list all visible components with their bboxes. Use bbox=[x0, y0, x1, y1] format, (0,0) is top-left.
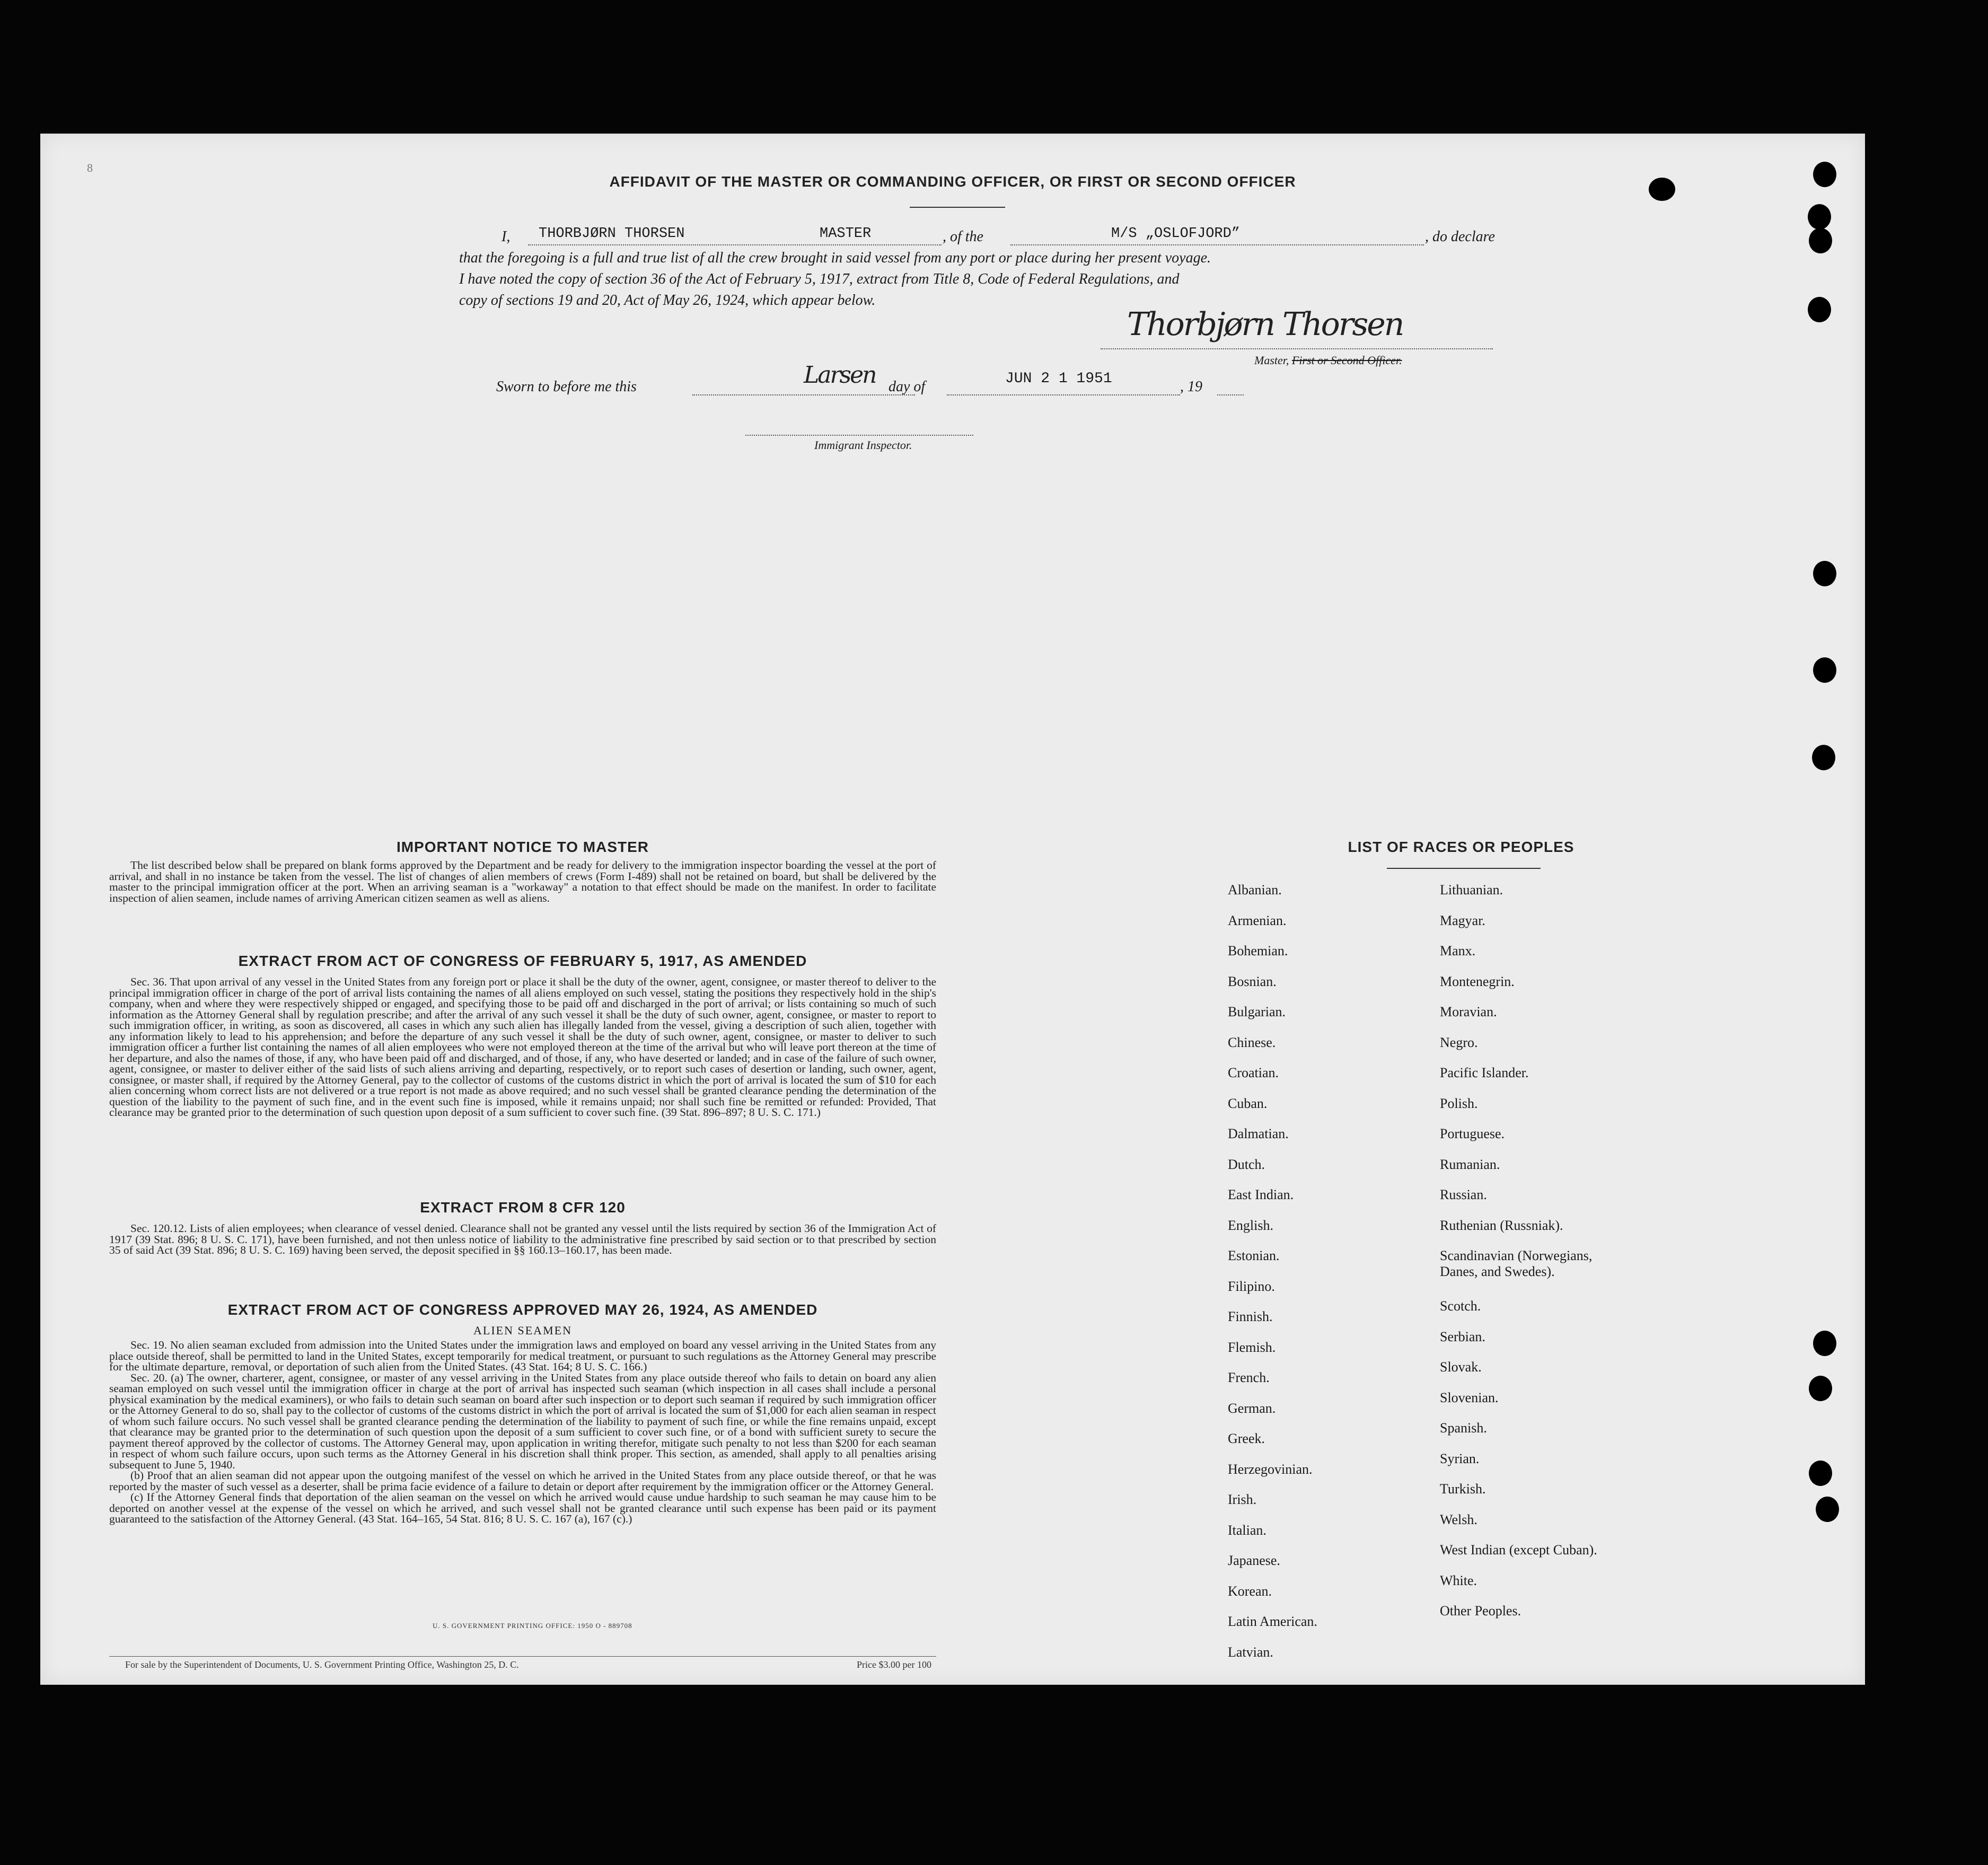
declaration-i: I, bbox=[502, 228, 511, 245]
race-item: English. bbox=[1228, 1217, 1273, 1233]
master-signature: Thorbjørn Thorsen bbox=[1127, 306, 1403, 343]
race-item: Scotch. bbox=[1440, 1298, 1481, 1314]
vessel-field-line bbox=[1010, 244, 1424, 245]
name-field-line bbox=[528, 244, 942, 245]
race-item: Ruthenian (Russniak). bbox=[1440, 1217, 1563, 1233]
race-item: Magyar. bbox=[1440, 912, 1485, 928]
alien-seamen-subheading: ALIEN SEAMEN bbox=[473, 1324, 572, 1337]
race-item: Manx. bbox=[1440, 943, 1476, 958]
race-item: Negro. bbox=[1440, 1034, 1478, 1050]
sec-20a-paragraph: Sec. 20. (a) The owner, charterer, agent, consignee, or master of any vessel arriving in the United States from any place outside thereof who fails to detain on board any alien seaman employed on such vessel until the immigration officer in charge at the port of arrival has inspected such seaman (which inspection in all cases shall include a personal physical examination by the medical examiners), or who fails to detain such seaman on board after such inspection or to deport such seaman if required by such immigration officer or the Attorney General to do so, shall pay to the collector of customs of the customs district in which the port of arrival is located the sum of $1,000 for each alien seaman in respect of whom such failure occurs. No such vessel shall be granted clearance pending the determination of the liability to payment of such fine, or while the fine remains unpaid, except that clearance may be granted prior to the determination of such question upon the deposit of a sum sufficient to cover such fine, or of a bond with sufficient surety to secure the payment thereof approved by the collector of customs. The Attorney General may, upon application in writing therefor, mitigate such penalty to not less than $200 for each seaman in respect of whom such failure occurs, upon such terms as the Attorney General in his discretion shall think proper. This section, as amended, shall apply to all penalties arising subsequent to June 5, 1940. bbox=[109, 1371, 936, 1471]
race-item: Turkish. bbox=[1440, 1481, 1486, 1497]
declaration bbox=[459, 226, 1519, 311]
races-heading: LIST OF RACES OR PEOPLES bbox=[1348, 839, 1574, 855]
signature-line bbox=[1101, 348, 1493, 349]
race-item: Flemish. bbox=[1228, 1339, 1276, 1355]
races-rule bbox=[1387, 868, 1541, 869]
sworn-text: Sworn to before me this bbox=[496, 379, 637, 395]
form-title: AFFIDAVIT OF THE MASTER OR COMMANDING OFFICER, OR FIRST OR SECOND OFFICER bbox=[609, 173, 1296, 190]
sec-36-paragraph: Sec. 36. That upon arrival of any vessel in the United States from any foreign port or place it shall be the duty of the owner, agent, consignee, or master thereof to deliver to the principal immigration officer in charge of the port of arrival lists containing the names of all aliens employed on such vessel, stating the positions they respectively hold in the ship's company, when and where they were respectively shipped or engaged, and specifying those to be paid off and discharged in the port of arrival; or lists containing so much of such information as the Attorney General shall by regulation prescribe; and after the arrival of any such vessel it shall be the duty of such owner, agent, consignee, or master to report to such immigration officer, in writing, as soon as discovered, all cases in which any such alien has illegally landed from the vessel, giving a description of such alien, together with any information likely to lead to his apprehension; and before the departure of any such vessel it shall be the duty of such owner, agent, consignee, or master to deliver to such immigration officer a further list containing the names of all alien employees who were not employed thereon at the time of the arrival but who will leave port thereon at the time of her departure, and also the names of those, if any, who have been paid off and discharged, and of those, if any, who have deserted or landed; and in case of the failure of such owner, agent, consignee, or master to deliver either of the said lists of such aliens arriving and departing, respectively, or to report such cases of desertion or landing, such owner, agent, consignee, or master shall, if required by the Attorney General, pay to the collector of customs of the customs district in which the port of arrival is located the sum of $10 for each alien concerning whom correct lists are not delivered or a true report is not made as above required; and no such vessel shall be granted clearance pending the determination of the question of the liability to the payment of such fine, and in the event such fine is imposed, while it remains unpaid; nor shall such fine be remitted or refunded: Provided, That clearance may be granted prior to the determination of such question upon deposit of a sum sufficient to cover such fine. (39 Stat. 896–897; 8 U. S. C. 171.) bbox=[109, 975, 936, 1119]
footer-sale: For sale by the Superintendent of Documents, U. S. Government Printing Office, Washington 25, D. C. bbox=[125, 1659, 519, 1670]
footer-price: Price $3.00 per 100 bbox=[857, 1659, 931, 1670]
punch-hole bbox=[1808, 297, 1831, 322]
race-item: French. bbox=[1228, 1370, 1270, 1385]
caption-struck: First or Second Officer. bbox=[1291, 354, 1402, 367]
race-item: Other Peoples. bbox=[1440, 1603, 1521, 1618]
caption-master: Master, bbox=[1254, 354, 1292, 367]
inspector-caption: Immigrant Inspector. bbox=[814, 438, 912, 452]
race-item: Estonian. bbox=[1228, 1248, 1280, 1263]
race-item: Slovak. bbox=[1440, 1359, 1482, 1375]
race-item: Rumanian. bbox=[1440, 1156, 1500, 1172]
race-item: Italian. bbox=[1228, 1522, 1266, 1538]
punch-hole bbox=[1813, 1331, 1836, 1356]
sworn-day-line bbox=[692, 394, 915, 395]
inspector-signature: Larsen bbox=[804, 362, 876, 389]
punch-hole bbox=[1809, 1461, 1832, 1486]
race-item: Polish. bbox=[1440, 1095, 1478, 1111]
year-line bbox=[1217, 394, 1244, 395]
sec-20b-paragraph: (b) Proof that an alien seaman did not appear upon the outgoing manifest of the vessel on which he arrived in the United States from any place outside thereof, or that he was reported by the master of such vessel as a deserter, shall be prima facie evidence of a failure to detain or deport after requirement by the immigration officer or the Attorney General. bbox=[109, 1469, 936, 1493]
vessel-name: M/S „OSLOFJORD” bbox=[1111, 226, 1241, 242]
extract-cfr-text bbox=[109, 1223, 936, 1256]
race-item: West Indian (except Cuban). bbox=[1440, 1542, 1597, 1558]
race-item: Slovenian. bbox=[1440, 1389, 1499, 1405]
punch-hole bbox=[1808, 204, 1831, 230]
race-item: Moravian. bbox=[1440, 1004, 1497, 1019]
punch-hole bbox=[1809, 228, 1832, 253]
date-line bbox=[947, 394, 1180, 395]
signature-caption bbox=[1254, 354, 1402, 367]
race-item: Japanese. bbox=[1228, 1553, 1280, 1568]
sec-20c-paragraph: (c) If the Attorney General finds that deportation of the alien seaman on the vessel on which he arrived would cause undue hardship to such seaman he may cause him to be deported on another vessel at the expense of the vessel on which he arrived, and such vessel shall not be granted clearance until such expense has been paid or its payment guaranteed to the satisfaction of the Attorney General. (43 Stat. 164–165, 54 Stat. 816; 8 U. S. C. 167 (a), 167 (c).) bbox=[109, 1491, 936, 1525]
notice-heading: IMPORTANT NOTICE TO MASTER bbox=[396, 839, 649, 855]
punch-hole bbox=[1813, 162, 1836, 187]
race-item: Dutch. bbox=[1228, 1156, 1265, 1172]
sec-19-paragraph: Sec. 19. No alien seaman excluded from admission into the United States under the immigration laws and employed on board any vessel arriving in the United States from any place outside thereof, shall be permitted to land in the United States, except temporarily for medical treatment, or pursuant to such regulations as the Attorney General may prescribe for the ultimate departure, removal, or deportation of such alien from the United States. (43 Stat. 164; 8 U. S. C. 166.) bbox=[109, 1339, 936, 1373]
race-item: Finnish. bbox=[1228, 1309, 1273, 1324]
affidavit-form bbox=[40, 134, 1865, 1685]
punch-hole bbox=[1812, 745, 1835, 770]
extract-1924-heading: EXTRACT FROM ACT OF CONGRESS APPROVED MAY 26, 1924, AS AMENDED bbox=[227, 1301, 818, 1318]
race-item: Bohemian. bbox=[1228, 943, 1288, 958]
race-item: Russian. bbox=[1440, 1187, 1487, 1202]
race-item: Danes, and Swedes). bbox=[1440, 1264, 1555, 1279]
date-stamp: JUN 2 1 1951 bbox=[1005, 371, 1112, 387]
race-item: German. bbox=[1228, 1400, 1276, 1416]
notice-paragraph: The list described below shall be prepared on blank forms approved by the Department and be ready for delivery to the immigration inspector boarding the vessel at the port of arrival, and shall in no instance be taken from the vessel. The list of changes of alien members of crews (Form I-489) shall not be retained on board, but shall be delivered by the master to the principal immigration officer at the port. When an arriving seaman is a "workaway" a notation to that effect should be made on the manifest. In order to facilitate inspection of alien seamen, include names of arriving American citizen seamen as well as aliens. bbox=[109, 859, 936, 904]
race-item: Irish. bbox=[1228, 1492, 1257, 1507]
notice-text bbox=[109, 860, 936, 903]
race-item: Bosnian. bbox=[1228, 973, 1277, 989]
race-item: Latvian. bbox=[1228, 1644, 1273, 1660]
punch-hole bbox=[1813, 561, 1836, 586]
race-item: Greek. bbox=[1228, 1431, 1265, 1446]
race-item: Chinese. bbox=[1228, 1034, 1276, 1050]
race-item: Montenegrin. bbox=[1440, 973, 1515, 989]
declaration-line-1 bbox=[459, 226, 1519, 248]
punch-hole bbox=[1816, 1497, 1839, 1522]
officer-title: MASTER bbox=[820, 226, 872, 242]
race-item: Scandinavian (Norwegians, bbox=[1440, 1248, 1593, 1263]
extract-1917-heading: EXTRACT FROM ACT OF CONGRESS OF FEBRUARY 5, 1917, AS AMENDED bbox=[238, 953, 807, 969]
race-item: Albanian. bbox=[1228, 882, 1282, 898]
race-item: Bulgarian. bbox=[1228, 1004, 1286, 1019]
race-item: Spanish. bbox=[1440, 1420, 1487, 1436]
extract-1917-text bbox=[109, 977, 936, 1118]
race-item: Pacific Islander. bbox=[1440, 1065, 1529, 1080]
year-text: , 19 bbox=[1180, 379, 1202, 395]
declaration-line-3: I have noted the copy of section 36 of the Act of February 5, 1917, extract from Title 8, Code of Federal Regulations, and bbox=[459, 271, 1180, 287]
extract-1924-text bbox=[109, 1340, 936, 1525]
race-item: Portuguese. bbox=[1440, 1126, 1505, 1141]
race-item: Armenian. bbox=[1228, 912, 1287, 928]
race-item: Croatian. bbox=[1228, 1065, 1279, 1080]
punch-hole bbox=[1813, 657, 1836, 683]
race-item: Serbian. bbox=[1440, 1329, 1485, 1344]
title-rule bbox=[910, 207, 1005, 208]
race-item: East Indian. bbox=[1228, 1187, 1294, 1202]
punch-hole bbox=[1649, 178, 1675, 201]
race-item: Herzegovinian. bbox=[1228, 1461, 1313, 1477]
race-item: Latin American. bbox=[1228, 1614, 1317, 1629]
race-item: Syrian. bbox=[1440, 1450, 1480, 1466]
race-item: Welsh. bbox=[1440, 1511, 1477, 1527]
day-of-text: day of bbox=[889, 379, 926, 395]
officer-name: THORBJØRN THORSEN bbox=[539, 226, 685, 242]
race-item: Cuban. bbox=[1228, 1095, 1268, 1111]
race-item: Lithuanian. bbox=[1440, 882, 1503, 898]
footer-rule bbox=[109, 1656, 936, 1657]
extract-cfr-heading: EXTRACT FROM 8 CFR 120 bbox=[420, 1199, 626, 1216]
punch-hole bbox=[1809, 1376, 1832, 1401]
of-the-text: , of the bbox=[943, 228, 983, 245]
inspector-line bbox=[745, 435, 973, 436]
sec-120-paragraph: Sec. 120.12. Lists of alien employees; when clearance of vessel denied. Clearance shall not be granted any vessel until the lists required by section 36 of the Immigration Act of 1917 (39 Stat. 896; 8 U. S. C. 171), have been furnished, and not then unless notice of liability to the administrative fine prescribed by said section or to that prescribed by section 35 of said Act (39 Stat. 896; 8 U. S. C. 169) having been served, the deposit specified in §§ 160.13–160.17, has been made. bbox=[109, 1222, 936, 1256]
race-item: White. bbox=[1440, 1572, 1477, 1588]
page-mark: 8 bbox=[87, 161, 93, 174]
race-item: Dalmatian. bbox=[1228, 1126, 1289, 1141]
race-item: Filipino. bbox=[1228, 1278, 1275, 1294]
do-declare-text: , do declare bbox=[1425, 228, 1495, 245]
declaration-line-2: that the foregoing is a full and true list of all the crew brought in said vessel from any port or place during her present voyage. bbox=[459, 250, 1211, 266]
gpo-line: U. S. GOVERNMENT PRINTING OFFICE: 1950 O - 889708 bbox=[433, 1622, 632, 1630]
race-item: Korean. bbox=[1228, 1583, 1272, 1599]
declaration-line-4: copy of sections 19 and 20, Act of May 26, 1924, which appear below. bbox=[459, 292, 876, 309]
